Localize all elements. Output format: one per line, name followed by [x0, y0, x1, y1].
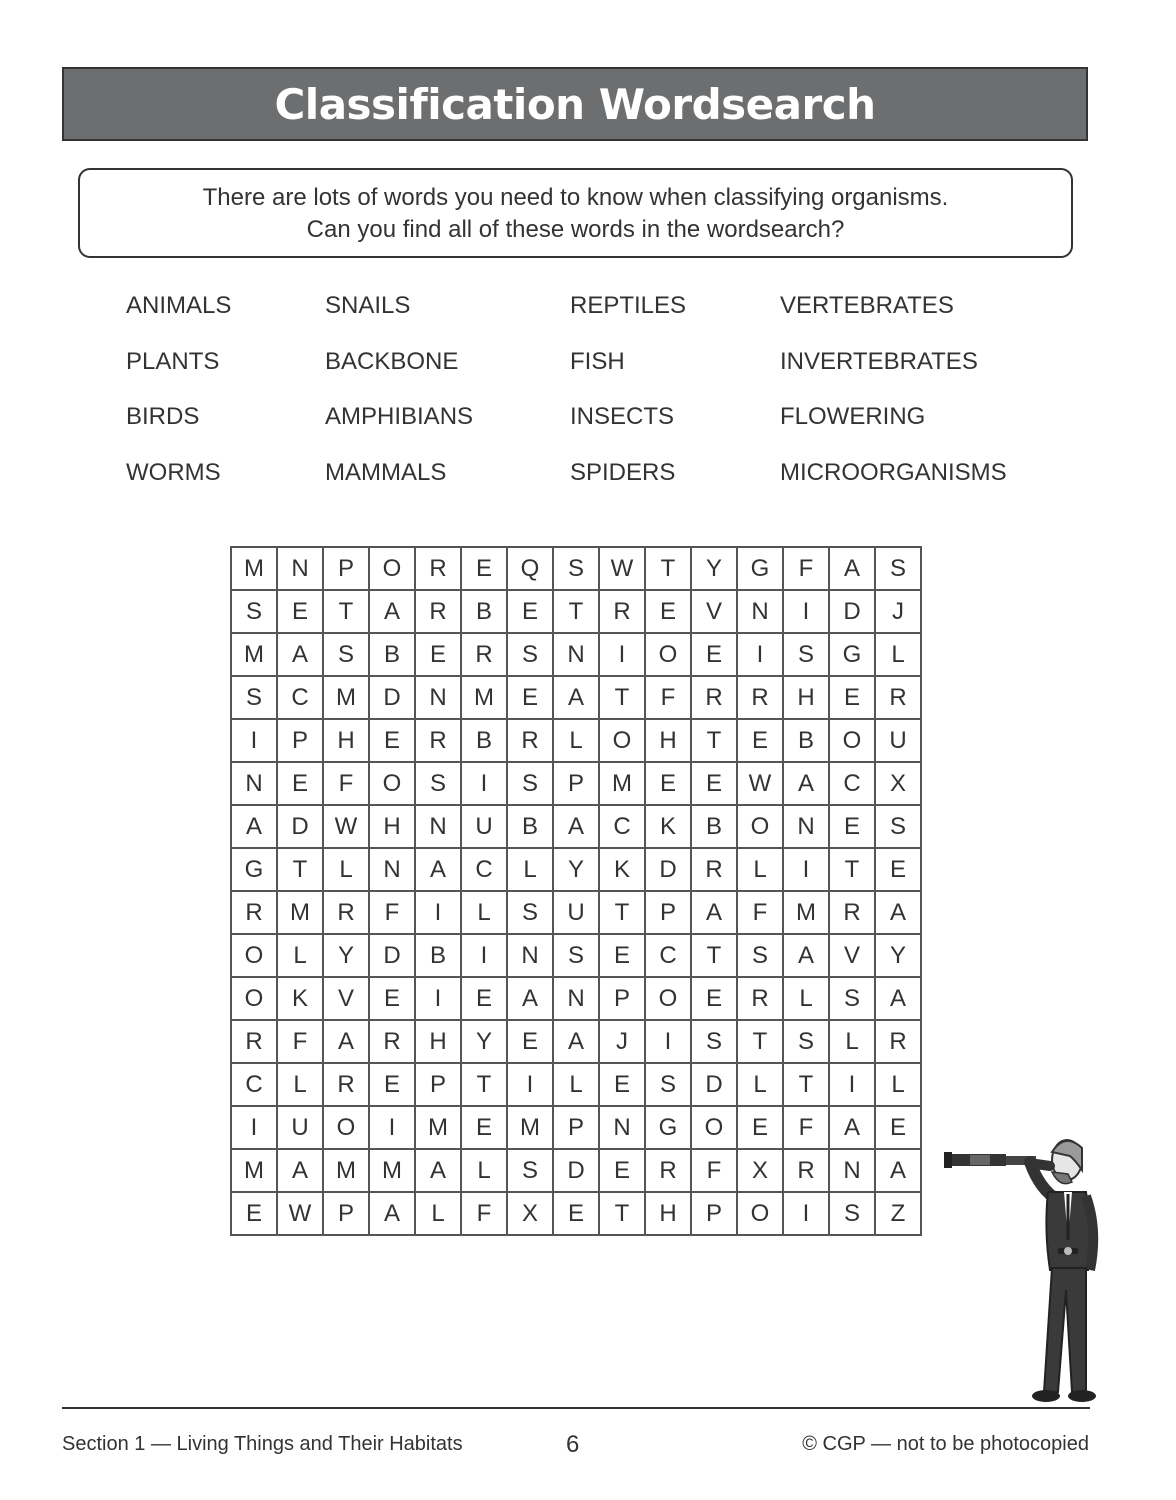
grid-cell: C	[646, 935, 692, 978]
grid-cell: X	[508, 1193, 554, 1236]
grid-cell: R	[738, 978, 784, 1021]
grid-cell: E	[508, 591, 554, 634]
grid-cell: R	[876, 677, 922, 720]
page-number: 6	[566, 1431, 580, 1458]
grid-cell: A	[416, 1150, 462, 1193]
grid-cell: B	[416, 935, 462, 978]
grid-cell: R	[370, 1021, 416, 1064]
grid-cell: I	[462, 935, 508, 978]
grid-cell: P	[324, 548, 370, 591]
grid-cell: K	[646, 806, 692, 849]
grid-cell: R	[232, 1021, 278, 1064]
grid-cell: E	[692, 763, 738, 806]
grid-cell: S	[784, 634, 830, 677]
grid-cell: E	[462, 1107, 508, 1150]
grid-cell: H	[416, 1021, 462, 1064]
grid-cell: S	[508, 763, 554, 806]
grid-cell: I	[784, 1193, 830, 1236]
word-item: VERTEBRATES	[780, 292, 954, 319]
grid-cell: A	[784, 935, 830, 978]
grid-cell: T	[692, 720, 738, 763]
grid-cell: R	[692, 849, 738, 892]
grid-cell: I	[600, 634, 646, 677]
word-item: FISH	[570, 347, 625, 375]
grid-cell: L	[416, 1193, 462, 1236]
grid-cell: C	[462, 849, 508, 892]
grid-cell: A	[784, 763, 830, 806]
grid-cell: I	[416, 978, 462, 1021]
grid-cell: J	[600, 1021, 646, 1064]
grid-cell: R	[232, 892, 278, 935]
grid-cell: R	[738, 677, 784, 720]
grid-cell: B	[692, 806, 738, 849]
grid-cell: S	[232, 591, 278, 634]
grid-cell: A	[554, 806, 600, 849]
grid-cell: B	[508, 806, 554, 849]
word-item: SPIDERS	[570, 458, 676, 486]
grid-cell: A	[232, 806, 278, 849]
grid-cell: M	[232, 1150, 278, 1193]
grid-cell: E	[646, 763, 692, 806]
grid-cell: R	[784, 1150, 830, 1193]
grid-cell: M	[232, 548, 278, 591]
grid-cell: A	[830, 1107, 876, 1150]
grid-cell: H	[370, 806, 416, 849]
grid-cell: B	[784, 720, 830, 763]
grid-cell: N	[554, 634, 600, 677]
grid-cell: R	[462, 634, 508, 677]
grid-cell: A	[370, 1193, 416, 1236]
grid-cell: O	[830, 720, 876, 763]
grid-cell: F	[784, 1107, 830, 1150]
grid-cell: R	[508, 720, 554, 763]
grid-cell: U	[462, 806, 508, 849]
grid-cell: D	[554, 1150, 600, 1193]
grid-cell: N	[278, 548, 324, 591]
grid-cell: O	[646, 634, 692, 677]
grid-cell: V	[692, 591, 738, 634]
grid-cell: A	[278, 1150, 324, 1193]
grid-cell: S	[692, 1021, 738, 1064]
grid-cell: Y	[324, 935, 370, 978]
grid-cell: E	[646, 591, 692, 634]
grid-cell: L	[554, 720, 600, 763]
grid-cell: M	[600, 763, 646, 806]
grid-cell: A	[370, 591, 416, 634]
grid-cell: N	[370, 849, 416, 892]
grid-cell: F	[692, 1150, 738, 1193]
grid-cell: R	[876, 1021, 922, 1064]
word-item: WORMS	[126, 458, 221, 486]
grid-cell: E	[692, 978, 738, 1021]
grid-cell: R	[416, 591, 462, 634]
grid-cell: E	[278, 591, 324, 634]
grid-cell: O	[370, 548, 416, 591]
grid-cell: N	[416, 806, 462, 849]
grid-cell: S	[646, 1064, 692, 1107]
grid-cell: U	[278, 1107, 324, 1150]
grid-cell: A	[830, 548, 876, 591]
grid-cell: E	[508, 677, 554, 720]
grid-cell: O	[232, 935, 278, 978]
grid-cell: E	[370, 1064, 416, 1107]
grid-cell: V	[324, 978, 370, 1021]
grid-cell: S	[508, 634, 554, 677]
grid-cell: Q	[508, 548, 554, 591]
grid-cell: T	[692, 935, 738, 978]
grid-cell: R	[692, 677, 738, 720]
grid-cell: P	[278, 720, 324, 763]
grid-cell: E	[830, 677, 876, 720]
instructions-box	[78, 168, 1073, 258]
grid-cell: E	[876, 849, 922, 892]
grid-cell: S	[508, 892, 554, 935]
grid-cell: A	[324, 1021, 370, 1064]
grid-cell: P	[324, 1193, 370, 1236]
grid-cell: R	[646, 1150, 692, 1193]
explorer-with-telescope-illustration	[940, 1130, 1100, 1410]
grid-cell: G	[738, 548, 784, 591]
grid-cell: N	[232, 763, 278, 806]
grid-cell: A	[692, 892, 738, 935]
grid-cell: I	[462, 763, 508, 806]
grid-cell: F	[646, 677, 692, 720]
grid-cell: O	[692, 1107, 738, 1150]
grid-cell: E	[600, 935, 646, 978]
grid-cell: E	[830, 806, 876, 849]
grid-cell: Y	[554, 849, 600, 892]
footer-copyright: © CGP — not to be photocopied	[802, 1433, 1089, 1455]
grid-cell: T	[830, 849, 876, 892]
grid-cell: E	[600, 1150, 646, 1193]
grid-cell: X	[738, 1150, 784, 1193]
instructions-line-1: There are lots of words you need to know when classifying organisms.	[202, 184, 949, 211]
grid-cell: A	[554, 1021, 600, 1064]
grid-cell: L	[462, 1150, 508, 1193]
grid-cell: I	[784, 591, 830, 634]
grid-cell: E	[278, 763, 324, 806]
grid-cell: S	[830, 1193, 876, 1236]
grid-cell: M	[784, 892, 830, 935]
grid-cell: P	[554, 763, 600, 806]
grid-cell: S	[232, 677, 278, 720]
grid-cell: G	[232, 849, 278, 892]
grid-cell: P	[692, 1193, 738, 1236]
grid-cell: W	[738, 763, 784, 806]
grid-cell: B	[370, 634, 416, 677]
footer-divider	[62, 1407, 1090, 1409]
grid-cell: F	[462, 1193, 508, 1236]
grid-cell: S	[738, 935, 784, 978]
grid-cell: L	[876, 634, 922, 677]
grid-cell: N	[554, 978, 600, 1021]
grid-cell: T	[462, 1064, 508, 1107]
grid-cell: S	[554, 548, 600, 591]
grid-cell: H	[784, 677, 830, 720]
grid-cell: E	[370, 978, 416, 1021]
grid-cell: S	[876, 548, 922, 591]
grid-cell: S	[416, 763, 462, 806]
grid-cell: S	[876, 806, 922, 849]
grid-cell: O	[646, 978, 692, 1021]
grid-cell: M	[508, 1107, 554, 1150]
grid-cell: I	[416, 892, 462, 935]
grid-cell: C	[278, 677, 324, 720]
grid-cell: A	[876, 1150, 922, 1193]
grid-cell: B	[462, 591, 508, 634]
grid-cell: L	[738, 849, 784, 892]
word-list	[126, 292, 1076, 514]
grid-cell: I	[738, 634, 784, 677]
grid-cell: R	[600, 591, 646, 634]
grid-cell: O	[738, 1193, 784, 1236]
word-item: BACKBONE	[325, 347, 459, 375]
word-item: INVERTEBRATES	[780, 347, 978, 375]
grid-cell: N	[600, 1107, 646, 1150]
word-item: FLOWERING	[780, 403, 926, 430]
grid-cell: A	[278, 634, 324, 677]
grid-cell: F	[738, 892, 784, 935]
grid-cell: T	[278, 849, 324, 892]
word-list-row	[126, 348, 1076, 404]
grid-cell: O	[324, 1107, 370, 1150]
grid-cell: J	[876, 591, 922, 634]
grid-cell: W	[324, 806, 370, 849]
grid-cell: C	[830, 763, 876, 806]
grid-cell: H	[646, 720, 692, 763]
grid-cell: A	[416, 849, 462, 892]
grid-cell: T	[784, 1064, 830, 1107]
grid-cell: Z	[876, 1193, 922, 1236]
grid-cell: E	[554, 1193, 600, 1236]
grid-cell: R	[324, 1064, 370, 1107]
grid-cell: E	[738, 720, 784, 763]
grid-cell: W	[278, 1193, 324, 1236]
grid-cell: T	[600, 1193, 646, 1236]
grid-cell: S	[324, 634, 370, 677]
grid-cell: O	[738, 806, 784, 849]
grid-cell: O	[232, 978, 278, 1021]
grid-cell: I	[370, 1107, 416, 1150]
grid-cell: N	[508, 935, 554, 978]
word-item: MAMMALS	[325, 458, 447, 486]
grid-cell: E	[508, 1021, 554, 1064]
grid-cell: S	[508, 1150, 554, 1193]
instructions-line-2: Can you find all of these words in the wordsearch?	[306, 216, 845, 243]
grid-cell: I	[784, 849, 830, 892]
grid-cell: Y	[876, 935, 922, 978]
grid-cell: U	[876, 720, 922, 763]
title-banner	[62, 67, 1088, 141]
grid-cell: K	[600, 849, 646, 892]
grid-cell: T	[600, 677, 646, 720]
grid-cell: I	[232, 1107, 278, 1150]
word-item: INSECTS	[570, 403, 675, 430]
grid-cell: L	[278, 1064, 324, 1107]
grid-cell: V	[830, 935, 876, 978]
grid-cell: R	[830, 892, 876, 935]
grid-cell: P	[646, 892, 692, 935]
word-item: SNAILS	[325, 292, 411, 319]
page-title: Classification Wordsearch	[274, 79, 876, 129]
grid-cell: U	[554, 892, 600, 935]
grid-cell: C	[600, 806, 646, 849]
grid-cell: E	[462, 978, 508, 1021]
word-list-row	[126, 292, 1076, 348]
grid-cell: E	[370, 720, 416, 763]
grid-cell: D	[278, 806, 324, 849]
grid-cell: A	[876, 892, 922, 935]
grid-cell: L	[554, 1064, 600, 1107]
grid-cell: O	[370, 763, 416, 806]
grid-cell: S	[830, 978, 876, 1021]
word-item: PLANTS	[126, 347, 220, 375]
grid-cell: P	[554, 1107, 600, 1150]
word-item: ANIMALS	[126, 292, 232, 319]
grid-cell: L	[508, 849, 554, 892]
word-item: BIRDS	[126, 403, 200, 430]
grid-cell: N	[738, 591, 784, 634]
grid-cell: E	[600, 1064, 646, 1107]
grid-cell: E	[738, 1107, 784, 1150]
grid-cell: L	[462, 892, 508, 935]
grid-cell: I	[232, 720, 278, 763]
grid-cell: S	[784, 1021, 830, 1064]
grid-cell: E	[462, 548, 508, 591]
grid-cell: O	[600, 720, 646, 763]
word-item: AMPHIBIANS	[325, 403, 474, 430]
grid-cell: K	[278, 978, 324, 1021]
grid-cell: M	[324, 1150, 370, 1193]
grid-cell: B	[462, 720, 508, 763]
grid-cell: D	[830, 591, 876, 634]
grid-cell: N	[416, 677, 462, 720]
grid-cell: F	[324, 763, 370, 806]
grid-cell: D	[692, 1064, 738, 1107]
grid-cell: W	[600, 548, 646, 591]
grid-cell: R	[324, 892, 370, 935]
grid-cell: H	[324, 720, 370, 763]
grid-cell: I	[646, 1021, 692, 1064]
word-item: MICROORGANISMS	[780, 458, 1007, 486]
grid-cell: S	[554, 935, 600, 978]
grid-cell: M	[232, 634, 278, 677]
grid-cell: G	[830, 634, 876, 677]
grid-cell: C	[232, 1064, 278, 1107]
grid-cell: I	[830, 1064, 876, 1107]
grid-cell: Y	[462, 1021, 508, 1064]
grid-cell: P	[416, 1064, 462, 1107]
grid-cell: H	[646, 1193, 692, 1236]
grid-cell: M	[462, 677, 508, 720]
grid-cell: T	[738, 1021, 784, 1064]
grid-cell: M	[370, 1150, 416, 1193]
grid-cell: R	[416, 548, 462, 591]
grid-cell: M	[324, 677, 370, 720]
grid-cell: F	[370, 892, 416, 935]
grid-cell: T	[646, 548, 692, 591]
grid-cell: F	[278, 1021, 324, 1064]
grid-cell: N	[784, 806, 830, 849]
grid-cell: T	[600, 892, 646, 935]
grid-cell: Y	[692, 548, 738, 591]
grid-cell: F	[784, 548, 830, 591]
grid-cell: D	[646, 849, 692, 892]
grid-cell: E	[692, 634, 738, 677]
grid-cell: T	[554, 591, 600, 634]
grid-cell: T	[324, 591, 370, 634]
grid-cell: X	[876, 763, 922, 806]
grid-cell: D	[370, 935, 416, 978]
grid-cell: L	[830, 1021, 876, 1064]
grid-cell: I	[508, 1064, 554, 1107]
grid-cell: G	[646, 1107, 692, 1150]
grid-cell: L	[278, 935, 324, 978]
word-list-row	[126, 403, 1076, 459]
grid-cell: M	[416, 1107, 462, 1150]
grid-cell: E	[416, 634, 462, 677]
word-list-row	[126, 459, 1076, 515]
word-item: REPTILES	[570, 292, 687, 319]
grid-cell: D	[370, 677, 416, 720]
grid-cell: A	[508, 978, 554, 1021]
wordsearch-grid	[230, 546, 922, 1236]
grid-cell: L	[738, 1064, 784, 1107]
grid-cell: L	[784, 978, 830, 1021]
grid-cell: P	[600, 978, 646, 1021]
footer-section: Section 1 — Living Things and Their Habitats	[62, 1433, 463, 1455]
grid-cell: A	[554, 677, 600, 720]
grid-cell: R	[416, 720, 462, 763]
grid-cell: E	[232, 1193, 278, 1236]
grid-cell: A	[876, 978, 922, 1021]
grid-cell: L	[876, 1064, 922, 1107]
grid-cell: E	[876, 1107, 922, 1150]
grid-cell: N	[830, 1150, 876, 1193]
grid-cell: L	[324, 849, 370, 892]
grid-cell: M	[278, 892, 324, 935]
